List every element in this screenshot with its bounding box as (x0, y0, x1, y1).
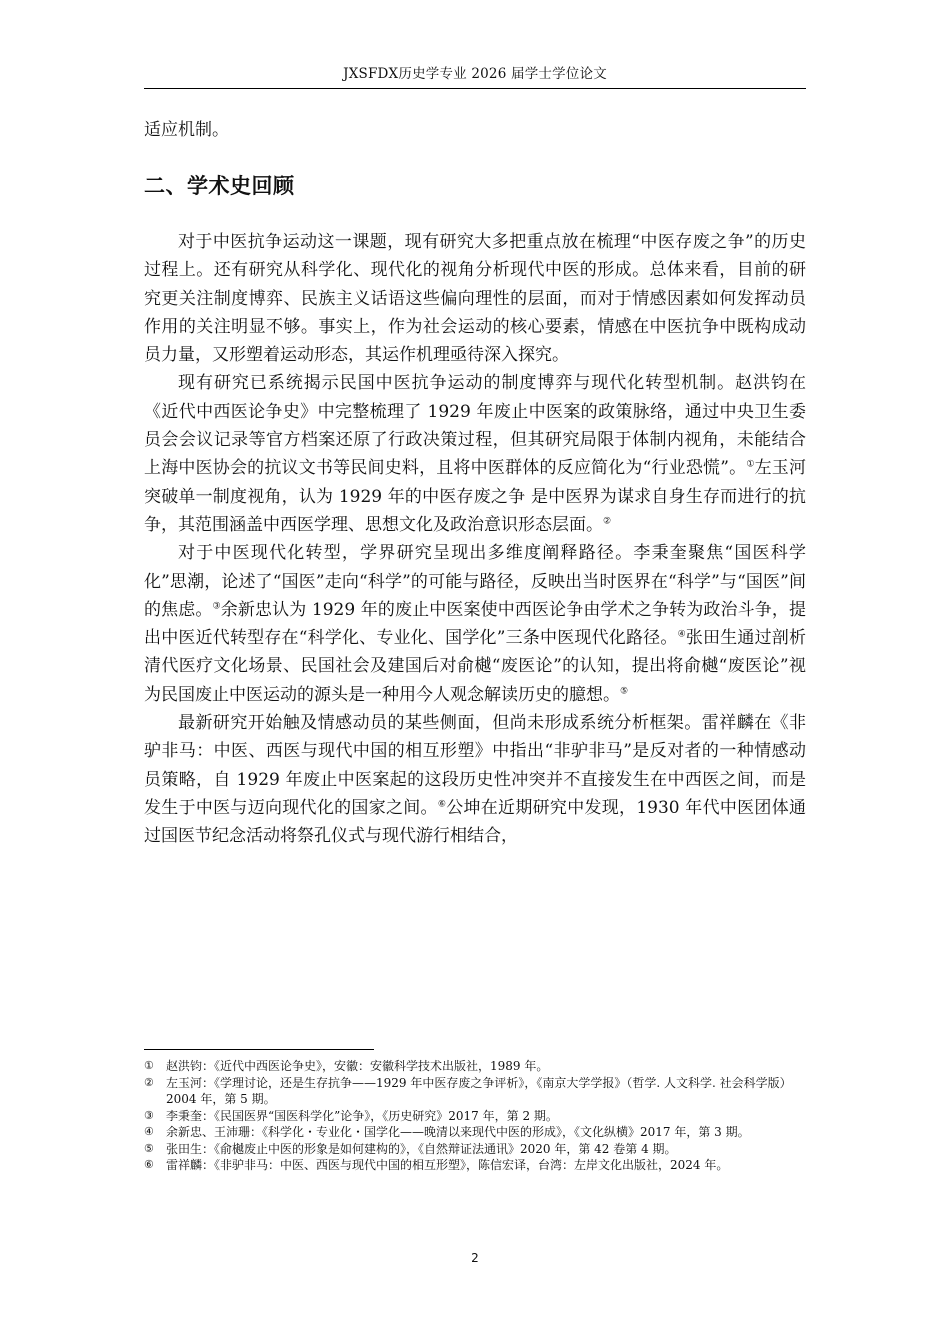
page-number: 2 (471, 1251, 479, 1265)
footnote-ref[interactable]: ② (603, 516, 612, 527)
footnote-ref[interactable]: ③ (212, 601, 221, 612)
paragraph-text: 左玉河突破单一制度视角，认为 1929 年的中医存废之争 是中医界为谋求自身生存而进行的抗争，其范围涵盖中西医学理、思想文化及政治意识形态层面。 (144, 458, 806, 535)
footnotes (144, 1058, 806, 1174)
section-heading: 二、学术史回顾 (144, 174, 295, 198)
section-body (144, 228, 806, 851)
paragraph (144, 709, 806, 850)
footnote-mark: ① (144, 1059, 154, 1072)
paragraph-text: 对于中医抗争运动这一课题，现有研究大多把重点放在梳理“中医存废之争”的历史过程上。还有研究从科学化、现代化的视角分析现代中医的形成。总体来看，目前的研究更关注制度博弈、民族主义话语这些偏向理性的层面，而对于情感因素如何发挥动员作用的关注明显不够。事实上，作为社会运动的核心要素，情感在中医抗争中既构成动员力量，又形塑着运动形态，其运作机理亟待深入探究。 (144, 232, 806, 366)
continued-text (144, 116, 806, 144)
paragraph-text: 现有研究已系统揭示民国中医抗争运动的制度博弈与现代化转型机制。赵洪钧在《近代中西医论争史》中完整梳理了 1929 年废止中医案的政策脉络，通过中央卫生委员会会议记录等官方档案还原了行政决策过程，但其研究局限于体制内视角，未能结合上海中医协会的抗议文书等民间史料，且将中医群体的反应简化为“行业恐慌”。 (144, 373, 806, 479)
footnote-text: 张田生：《俞樾废止中医的形象是如何建构的》，《自然辩证法通讯》2020 年，第 42 卷第 4 期。 (166, 1141, 677, 1156)
header-rule (144, 88, 806, 89)
footnote-text: 赵洪钧：《近代中西医论争史》，安徽：安徽科学技术出版社，1989 年。 (166, 1059, 549, 1073)
footnote-item (144, 1108, 806, 1125)
paragraph-text: 最新研究开始触及情感动员的某些侧面，但尚未形成系统分析框架。雷祥麟在《非驴非马：中医、西医与现代中国的相互形塑》中指出“非驴非马”是反对者的一种情感动员策略，自 1929 年废止中医案起的这段历史性冲突并不直接发生在中西医之间，而是发生于中医与迈向现代化的国家之间。 (144, 713, 806, 818)
footnote-ref[interactable]: ④ (677, 629, 686, 640)
footnote-text: 左玉河：《学理讨论，还是生存抗争——1929 年中医存废之争评析》，《南京大学学报》（哲学. 人文科学. 社会科学版）2004 年，第 5 期。 (166, 1075, 792, 1106)
footnote-separator (144, 1049, 374, 1050)
continuation-line: 适应机制。 (144, 120, 229, 140)
footnote-item (144, 1141, 806, 1158)
paragraph-text: 公坤在近期研究中发现，1930 年代中医团体通过国医节纪念活动将祭孔仪式与现代游行相结合， (144, 797, 806, 847)
paragraph (144, 369, 806, 539)
footnote-item (144, 1157, 806, 1174)
footnote-item (144, 1058, 806, 1075)
footnote-ref[interactable]: ① (746, 459, 755, 470)
footnote-item (144, 1075, 806, 1108)
footnote-ref[interactable]: ⑥ (437, 799, 447, 810)
running-header: JXSFDX历史学专业 2026 届学士学位论文 (343, 66, 607, 82)
footnote-mark: ⑥ (144, 1158, 154, 1171)
footnote-mark: ② (144, 1075, 154, 1089)
footnote-mark: ④ (144, 1125, 154, 1138)
footnote-text: 余新忠、王沛珊：《科学化・专业化・国学化——晚清以来现代中医的形成》，《文化纵横》2017 年，第 3 期。 (166, 1125, 750, 1139)
footnote-mark: ⑤ (144, 1141, 154, 1155)
footnote-mark: ③ (144, 1108, 154, 1122)
footnote-text: 李秉奎：《民国医界“国医科学化”论争》，《历史研究》2017 年，第 2 期。 (166, 1108, 558, 1123)
paragraph-text: 对于中医现代化转型，学界研究呈现出多维度阐释路径。李秉奎聚焦“国医科学化”思潮，论述了“国医”走向“科学”的可能与路径，反映出当时医界在“科学”与“国医”间的焦虑。 (144, 543, 806, 620)
footnote-item (144, 1124, 806, 1141)
paragraph-text: 张田生通过剖析清代医疗文化场景、民国社会及建国后对俞樾“废医论”的认知，提出将俞樾“废医论”视为民国废止中医运动的源头是一种用今人观念解读历史的臆想。 (144, 628, 806, 705)
footnote-ref[interactable]: ⑤ (620, 686, 629, 697)
paragraph (144, 539, 806, 709)
footnote-text: 雷祥麟：《非驴非马：中医、西医与现代中国的相互形塑》，陈信宏译，台湾：左岸文化出版社，2024 年。 (166, 1158, 729, 1172)
paragraph-text: 余新忠认为 1929 年的废止中医案使中西医论争由学术之争转为政治斗争，提出中医近代转型存在“科学化、专业化、国学化”三条中医现代化路径。 (144, 599, 806, 649)
paragraph (144, 228, 806, 369)
